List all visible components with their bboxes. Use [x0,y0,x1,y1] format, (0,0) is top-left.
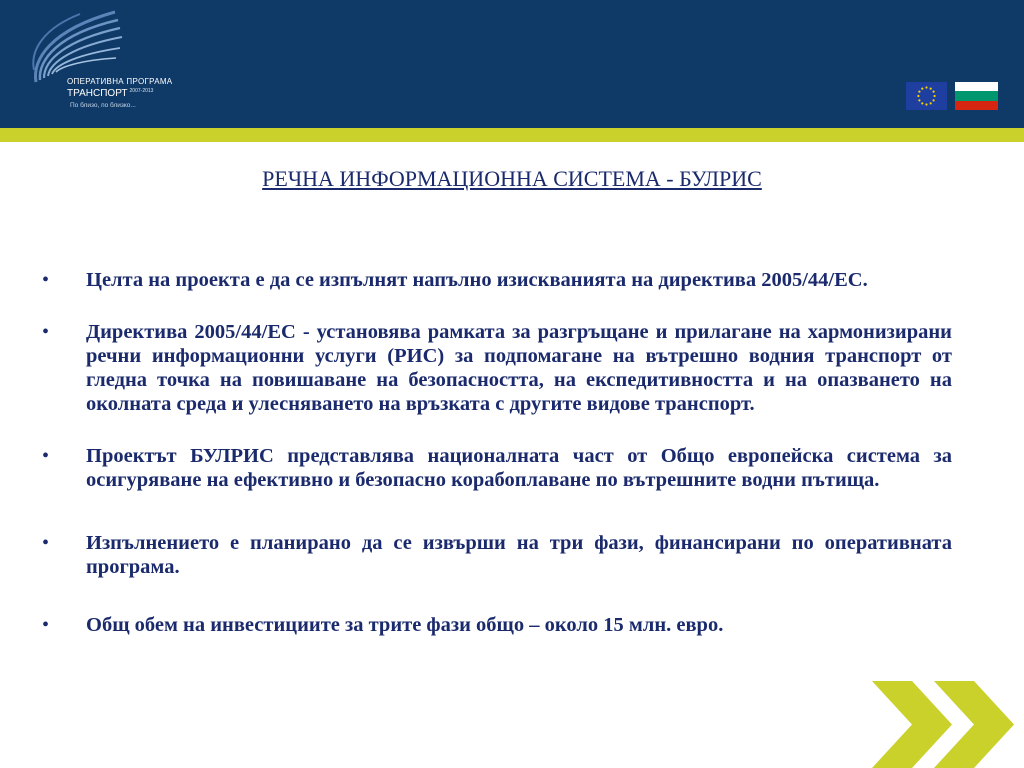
bullet-item [42,268,952,292]
bullet-text: Проектът БУЛРИС представлява националната част от Общо европейска система за осигуряване на ефективно и безопасно корабоплаване по вътрешните водни пътища. [86,445,952,491]
bullet-text: Целта на проекта е да се изпълнят напълно изискванията на директива 2005/44/ЕС. [86,269,868,291]
bullet-item [42,531,952,579]
slide-title: РЕЧНА ИНФОРМАЦИОННА СИСТЕМА - БУЛРИС [262,166,762,191]
bullet-list [42,268,952,665]
bullet-dot: • [42,321,50,343]
logo-slogan: По близо, по близко... [70,102,136,109]
bullet-dot: • [42,269,50,291]
bullet-item [42,444,952,492]
bulgaria-flag-icon [955,82,998,110]
eu-flag-icon [906,82,947,110]
bullet-dot: • [42,445,50,467]
bullet-text: Изпълнението е планирано да се извърши на три фази, финансирани по оперативната програма. [86,532,952,578]
accent-stripe [0,128,1024,142]
logo-years: 2007-2013 [129,88,154,94]
header-bar [0,0,1024,128]
logo-name: ТРАНСПОРТ [67,88,128,99]
swirl-logo-icon [30,10,125,85]
logo-program-text: ОПЕРАТИВНА ПРОГРАМА [67,77,173,86]
bullet-item [42,320,952,416]
bullet-text: Директива 2005/44/ЕС - установява рамката за разгръщане и прилагане на хармонизирани речни информационни услуги (РИС) за подпомагане на вътрешно водния транспорт от гледна точка на повишаване на безопасността, на експедитивността и на опазването на околната среда и улесняването на връзката с другите видове транспорт. [86,321,952,415]
logo-name-text [67,88,153,99]
bullet-text: Общ обем на инвестициите за трите фази общо – около 15 млн. евро. [86,614,724,636]
bullet-item [42,613,952,637]
bullet-dot: • [42,532,50,554]
double-chevron-icon [872,681,1024,768]
bullet-dot: • [42,614,50,636]
program-logo [30,10,190,115]
